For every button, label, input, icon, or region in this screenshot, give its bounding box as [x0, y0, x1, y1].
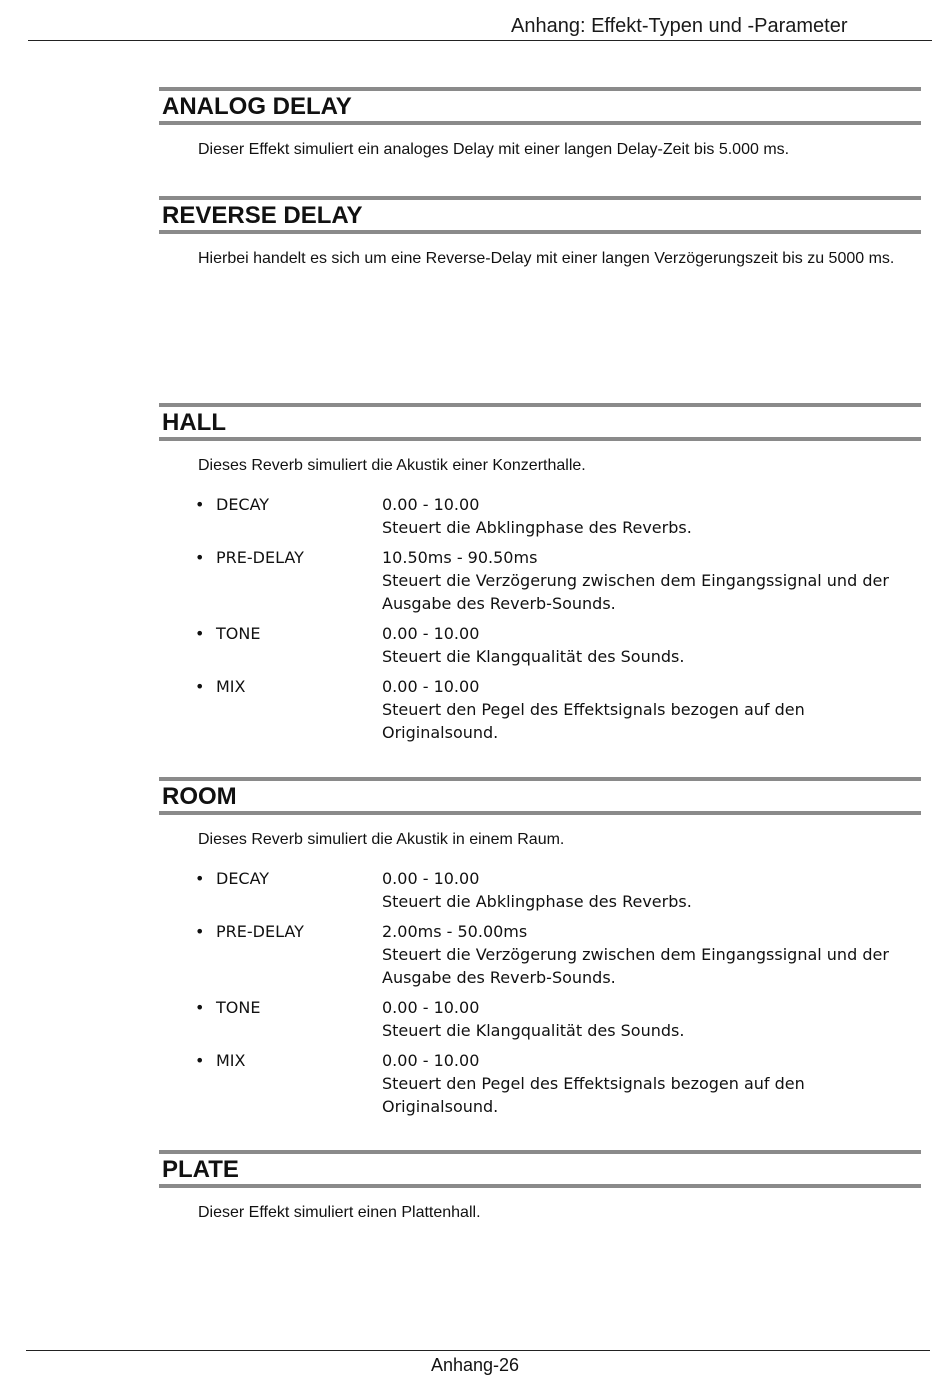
section-room: [159, 777, 921, 1125]
parameter-name: MIX: [216, 1051, 246, 1070]
section-plate: [159, 1150, 921, 1224]
parameter-item-mix: [195, 1049, 921, 1118]
header-rule: [28, 40, 932, 41]
bullet-icon: •: [195, 677, 205, 696]
section-heading-bar: [159, 777, 921, 815]
parameter-list: [159, 867, 921, 1118]
bullet-icon: •: [195, 998, 205, 1017]
parameter-description: Steuert den Pegel des Effektsignals bezogen auf den Originalsound.: [382, 1074, 805, 1116]
bullet-icon: •: [195, 869, 205, 888]
parameter-name: MIX: [216, 677, 246, 696]
page-header-title: Anhang: Effekt-Typen und -Parameter: [511, 15, 848, 37]
section-heading-bar: [159, 403, 921, 441]
section-description: Dieser Effekt simuliert einen Plattenhall.: [198, 1204, 481, 1221]
parameter-range: 0.00 - 10.00: [382, 677, 480, 696]
section-analog-delay: [159, 87, 921, 161]
section-heading-bar: [159, 196, 921, 234]
section-heading-bar: [159, 87, 921, 125]
parameter-range: 0.00 - 10.00: [382, 495, 480, 514]
footer-rule: [26, 1350, 930, 1351]
parameter-range: 0.00 - 10.00: [382, 624, 480, 643]
section-description: Dieser Effekt simuliert ein analoges Delay mit einer langen Delay-Zeit bis 5.000 ms.: [198, 141, 790, 158]
parameter-range: 0.00 - 10.00: [382, 869, 480, 888]
parameter-item-mix: [195, 675, 921, 744]
parameter-description: Steuert die Verzögerung zwischen dem Eingangssignal und der Ausgabe des Reverb-Sounds.: [382, 945, 889, 987]
parameter-item-pre-delay: [195, 546, 921, 615]
page-number: Anhang-26: [430, 1355, 520, 1375]
section-reverse-delay: [159, 196, 921, 270]
bullet-icon: •: [195, 922, 205, 941]
parameter-name: PRE-DELAY: [216, 548, 304, 567]
bullet-icon: •: [195, 548, 205, 567]
parameter-description: Steuert den Pegel des Effektsignals bezogen auf den Originalsound.: [382, 700, 805, 742]
bullet-icon: •: [195, 495, 205, 514]
section-title: HALL: [162, 409, 226, 436]
parameter-range: 10.50ms - 90.50ms: [382, 548, 538, 567]
parameter-range: 0.00 - 10.00: [382, 1051, 480, 1070]
parameter-range: 0.00 - 10.00: [382, 998, 480, 1017]
section-hall: [159, 403, 921, 751]
parameter-item-decay: [195, 867, 921, 913]
section-heading-bar: [159, 1150, 921, 1188]
section-description: Dieses Reverb simuliert die Akustik in einem Raum.: [198, 831, 565, 848]
section-description: Hierbei handelt es sich um eine Reverse-Delay mit einer langen Verzögerungszeit bis zu 5000 ms.: [198, 250, 895, 267]
parameter-item-tone: [195, 622, 921, 668]
section-title: REVERSE DELAY: [162, 202, 363, 229]
parameter-description: Steuert die Abklingphase des Reverbs.: [382, 892, 692, 911]
section-title: ROOM: [162, 783, 237, 810]
section-description: Dieses Reverb simuliert die Akustik einer Konzerthalle.: [198, 457, 586, 474]
bullet-icon: •: [195, 624, 205, 643]
parameter-name: DECAY: [216, 869, 270, 888]
parameter-name: PRE-DELAY: [216, 922, 304, 941]
parameter-name: TONE: [216, 624, 261, 643]
parameter-description: Steuert die Verzögerung zwischen dem Eingangssignal und der Ausgabe des Reverb-Sounds.: [382, 571, 889, 613]
bullet-icon: •: [195, 1051, 205, 1070]
parameter-description: Steuert die Klangqualität des Sounds.: [382, 647, 685, 666]
parameter-list: [159, 493, 921, 744]
parameter-description: Steuert die Klangqualität des Sounds.: [382, 1021, 685, 1040]
section-title: ANALOG DELAY: [162, 93, 352, 120]
parameter-range: 2.00ms - 50.00ms: [382, 922, 528, 941]
parameter-item-tone: [195, 996, 921, 1042]
parameter-item-decay: [195, 493, 921, 539]
parameter-name: TONE: [216, 998, 261, 1017]
parameter-name: DECAY: [216, 495, 270, 514]
section-title: PLATE: [162, 1156, 239, 1183]
parameter-description: Steuert die Abklingphase des Reverbs.: [382, 518, 692, 537]
parameter-item-pre-delay: [195, 920, 921, 989]
